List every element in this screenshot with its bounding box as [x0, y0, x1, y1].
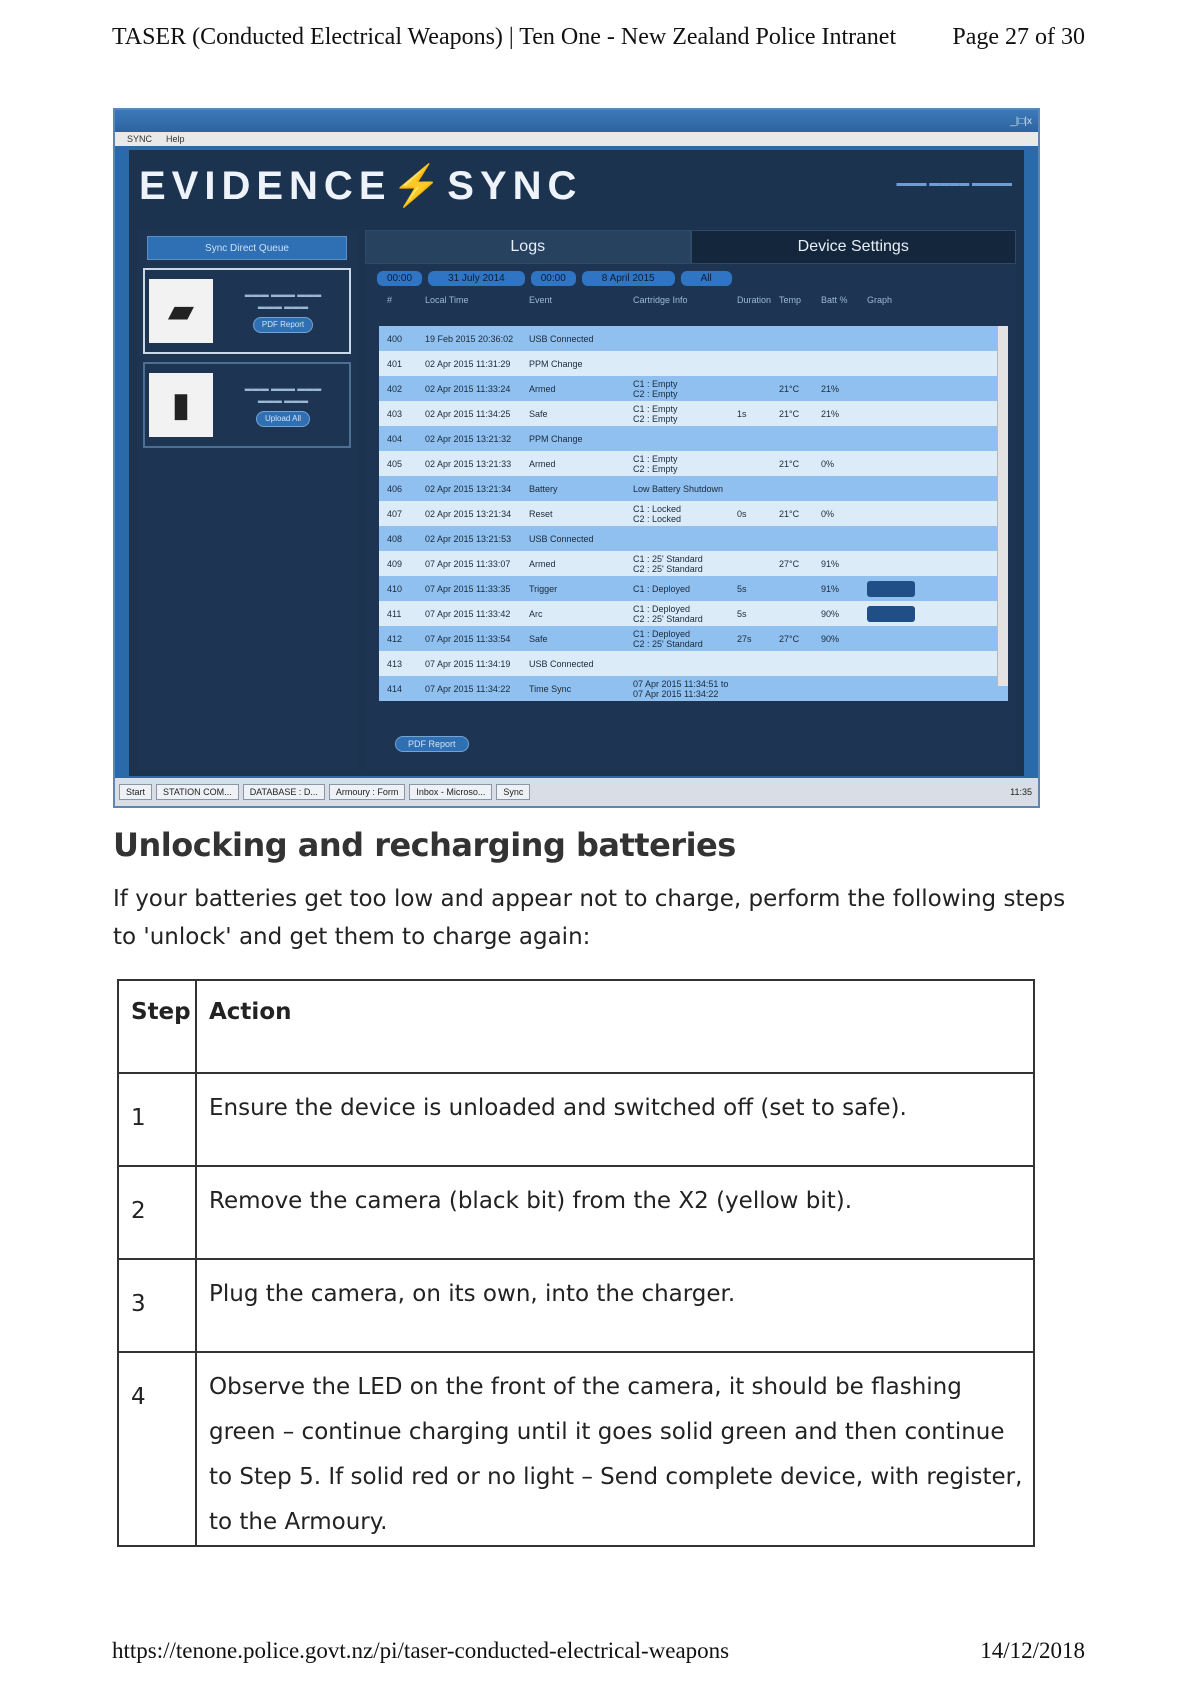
device-info: ▬▬▬ ▬▬▬ ▬▬▬ ▬▬▬ ▬▬▬ PDF Report	[221, 289, 345, 333]
header-step: Step	[118, 980, 196, 1073]
log-row[interactable]	[379, 626, 1008, 651]
camera-icon: ▮	[149, 373, 213, 437]
log-cell-cart: C1 : Deployed C2 : 25' Standard	[633, 603, 703, 624]
device-card-camera[interactable]	[143, 362, 351, 448]
log-cell-temp: 21°C	[779, 383, 800, 394]
steps-table	[117, 979, 1035, 1547]
log-cell-time: 07 Apr 2015 11:33:42	[425, 608, 511, 619]
log-cell-time: 07 Apr 2015 11:34:19	[425, 658, 511, 669]
log-cell-batt: 0%	[821, 458, 835, 469]
log-cell-batt: 91%	[821, 558, 840, 569]
step-action: Observe the LED on the front of the camera, it should be flashing green – continue charging until it goes solid green and then continue to Step 5. If solid red or no light – Send complete device, with register, to the Armoury.	[196, 1352, 1034, 1546]
to-date[interactable]: 8 April 2015	[582, 271, 675, 286]
log-cell-event: PPM Change	[529, 358, 583, 369]
log-row[interactable]	[379, 676, 1008, 701]
log-cell-dur: 27s	[737, 633, 752, 644]
log-cell-cart: C1 : 25' Standard C2 : 25' Standard	[633, 553, 703, 574]
log-cell-batt: 91%	[821, 583, 840, 594]
step-action: Remove the camera (black bit) from the X2 (yellow bit).	[196, 1166, 1034, 1259]
log-cell-n: 409	[387, 558, 403, 569]
start-button[interactable]: Start	[119, 784, 152, 800]
log-cell-n: 400	[387, 333, 403, 344]
log-row[interactable]	[379, 476, 1008, 501]
footer-date: 14/12/2018	[980, 1638, 1085, 1663]
log-cell-batt: 21%	[821, 408, 840, 419]
step-number: 3	[118, 1259, 196, 1352]
log-cell-time: 02 Apr 2015 13:21:33	[425, 458, 512, 469]
log-table	[379, 326, 1008, 699]
column-header[interactable]: Temp	[779, 295, 802, 305]
log-cell-cart: C1 : Deployed	[633, 583, 691, 594]
log-cell-event: Safe	[529, 408, 548, 419]
window-titlebar	[115, 110, 1038, 132]
graph-button[interactable]	[867, 581, 915, 597]
log-cell-temp: 27°C	[779, 633, 800, 644]
log-row[interactable]	[379, 651, 1008, 676]
log-cell-n: 403	[387, 408, 403, 419]
taskbar-item[interactable]: Armoury : Form	[329, 784, 406, 800]
log-row[interactable]	[379, 401, 1008, 426]
log-cell-event: Arc	[529, 608, 543, 619]
log-cell-cart: C1 : Deployed C2 : 25' Standard	[633, 628, 703, 649]
taskbar-item[interactable]: Inbox - Microso...	[409, 784, 492, 800]
step-action: Plug the camera, on its own, into the charger.	[196, 1259, 1034, 1352]
log-cell-n: 412	[387, 633, 403, 644]
graph-button[interactable]	[867, 606, 915, 622]
menu-sync[interactable]: SYNC	[127, 134, 153, 144]
log-cell-dur: 5s	[737, 583, 747, 594]
log-cell-time: 02 Apr 2015 11:31:29	[425, 358, 511, 369]
log-cell-n: 413	[387, 658, 403, 669]
log-cell-cart: C1 : Empty C2 : Empty	[633, 378, 678, 399]
log-cell-time: 07 Apr 2015 11:33:07	[425, 558, 511, 569]
taskbar-item[interactable]: STATION COM...	[156, 784, 239, 800]
column-header[interactable]: Event	[529, 295, 553, 305]
footer-url[interactable]: https://tenone.police.govt.nz/pi/taser-conducted-electrical-weapons	[112, 1638, 730, 1663]
logs-panel	[365, 230, 1016, 770]
from-date[interactable]: 31 July 2014	[428, 271, 525, 286]
log-row[interactable]	[379, 376, 1008, 401]
window-controls[interactable]: _|□|x	[1010, 115, 1032, 127]
log-cell-n: 401	[387, 358, 403, 369]
system-clock: 11:35	[1010, 787, 1032, 797]
log-cell-event: Armed	[529, 458, 556, 469]
log-cell-n: 414	[387, 683, 403, 694]
log-cell-event: Battery	[529, 483, 558, 494]
log-cell-batt: 90%	[821, 633, 840, 644]
log-cell-n: 405	[387, 458, 403, 469]
to-time[interactable]: 00:00	[531, 271, 576, 286]
pdf-report-button[interactable]: PDF Report	[395, 736, 469, 752]
log-cell-temp: 21°C	[779, 508, 800, 519]
taser-icon: ▰	[149, 279, 213, 343]
column-header[interactable]: Graph	[867, 295, 893, 305]
device-card-taser[interactable]	[143, 268, 351, 354]
log-cell-batt: 21%	[821, 383, 840, 394]
log-cell-n: 406	[387, 483, 403, 494]
log-cell-time: 02 Apr 2015 11:33:24	[425, 383, 511, 394]
log-table-header	[365, 292, 1016, 308]
log-cell-time: 02 Apr 2015 13:21:53	[425, 533, 512, 544]
log-cell-cart: Low Battery Shutdown	[633, 483, 724, 494]
log-cell-graph	[859, 581, 919, 597]
log-cell-graph	[859, 606, 919, 622]
log-cell-n: 408	[387, 533, 403, 544]
device-sidebar	[137, 230, 357, 770]
log-row[interactable]	[379, 526, 1008, 551]
log-cell-n: 411	[387, 608, 402, 619]
log-cell-time: 19 Feb 2015 20:36:02	[425, 333, 514, 344]
log-cell-event: Armed	[529, 558, 556, 569]
log-cell-time: 07 Apr 2015 11:33:35	[425, 583, 511, 594]
table-row	[118, 1073, 1034, 1166]
log-cell-event: Time Sync	[529, 683, 572, 694]
log-scrollbar[interactable]	[997, 326, 1008, 686]
evidence-sync-screenshot	[113, 108, 1040, 808]
column-header[interactable]: #	[387, 295, 393, 305]
tab-bar	[365, 230, 1016, 264]
log-cell-event: USB Connected	[529, 658, 594, 669]
device-pdf-report-button[interactable]: PDF Report	[253, 317, 313, 333]
upload-all-button[interactable]: Upload All	[256, 411, 310, 427]
log-cell-event: USB Connected	[529, 533, 594, 544]
log-cell-temp: 27°C	[779, 558, 800, 569]
log-row[interactable]	[379, 451, 1008, 476]
log-cell-event: Armed	[529, 383, 556, 394]
step-number: 2	[118, 1166, 196, 1259]
step-number: 4	[118, 1352, 196, 1546]
column-header[interactable]: Local Time	[425, 295, 469, 305]
log-row[interactable]	[379, 576, 1008, 601]
taskbar-item[interactable]: DATABASE : D...	[243, 784, 325, 800]
table-row	[118, 1259, 1034, 1352]
column-header[interactable]: Duration	[737, 295, 772, 305]
log-cell-time: 02 Apr 2015 13:21:32	[425, 433, 512, 444]
tab-device-settings[interactable]: Device Settings	[691, 230, 1017, 264]
log-cell-dur: 0s	[737, 508, 747, 519]
log-cell-temp: 21°C	[779, 458, 800, 469]
log-cell-batt: 90%	[821, 608, 840, 619]
table-row	[118, 1352, 1034, 1546]
sync-direct-queue-button[interactable]: Sync Direct Queue	[147, 236, 347, 260]
taskbar	[115, 778, 1038, 806]
log-cell-event: Trigger	[529, 583, 558, 594]
log-cell-time: 02 Apr 2015 13:21:34	[425, 508, 512, 519]
step-action: Ensure the device is unloaded and switched off (set to safe).	[196, 1073, 1034, 1166]
menu-help[interactable]: Help	[166, 134, 185, 144]
table-header-row	[118, 980, 1034, 1073]
app-logo: EVIDENCE⚡SYNC	[139, 164, 583, 208]
page-footer	[112, 1638, 1085, 1664]
page-header	[112, 24, 1085, 51]
column-header[interactable]: Cartridge Info	[633, 295, 688, 305]
from-time[interactable]: 00:00	[377, 271, 422, 286]
device-info: ▬▬▬ ▬▬▬ ▬▬▬ ▬▬▬ ▬▬▬ Upload All	[221, 383, 345, 427]
log-row[interactable]	[379, 501, 1008, 526]
log-cell-time: 02 Apr 2015 11:34:25	[425, 408, 511, 419]
log-cell-dur: 1s	[737, 408, 747, 419]
menu-bar	[115, 132, 1038, 146]
column-header[interactable]: Batt %	[821, 295, 848, 305]
log-row[interactable]	[379, 601, 1008, 626]
log-cell-event: Reset	[529, 508, 553, 519]
log-cell-cart: C1 : Empty C2 : Empty	[633, 453, 678, 474]
log-cell-dur: 5s	[737, 608, 747, 619]
log-cell-cart: C1 : Locked C2 : Locked	[633, 503, 682, 524]
log-cell-batt: 0%	[821, 508, 835, 519]
log-row[interactable]	[379, 551, 1008, 576]
step-number: 1	[118, 1073, 196, 1166]
log-cell-n: 407	[387, 508, 403, 519]
log-row[interactable]	[379, 426, 1008, 451]
log-cell-temp: 21°C	[779, 408, 800, 419]
page-number: Page 27 of 30	[952, 24, 1085, 50]
app-area	[129, 150, 1024, 776]
log-cell-event: USB Connected	[529, 333, 594, 344]
log-cell-n: 402	[387, 383, 403, 394]
log-cell-time: 07 Apr 2015 11:34:22	[425, 683, 511, 694]
tab-logs[interactable]: Logs	[365, 230, 691, 264]
events-select[interactable]: All	[681, 271, 732, 286]
user-info: ▬▬▬ ▬▬▬▬ ▬▬▬▬	[896, 178, 1012, 189]
log-cell-cart: 07 Apr 2015 11:34:51 to 07 Apr 2015 11:34:22	[633, 678, 729, 699]
log-cell-n: 410	[387, 583, 403, 594]
log-cell-cart: C1 : Empty C2 : Empty	[633, 403, 678, 424]
taskbar-item[interactable]: Sync	[496, 784, 530, 800]
log-cell-event: Safe	[529, 633, 548, 644]
log-row[interactable]	[379, 326, 1008, 351]
log-cell-time: 07 Apr 2015 11:33:54	[425, 633, 511, 644]
filter-bar	[365, 264, 1016, 292]
intro-paragraph: If your batteries get too low and appear not to charge, perform the following steps to 'unlock' and get them to charge again:	[113, 886, 1066, 950]
table-row	[118, 1166, 1034, 1259]
log-row[interactable]	[379, 351, 1008, 376]
section-heading: Unlocking and recharging batteries	[113, 826, 736, 864]
header-action: Action	[196, 980, 1034, 1073]
log-cell-time: 02 Apr 2015 13:21:34	[425, 483, 512, 494]
log-cell-event: PPM Change	[529, 433, 583, 444]
header-title: TASER (Conducted Electrical Weapons) | Ten One - New Zealand Police Intranet	[112, 24, 897, 50]
log-cell-n: 404	[387, 433, 403, 444]
